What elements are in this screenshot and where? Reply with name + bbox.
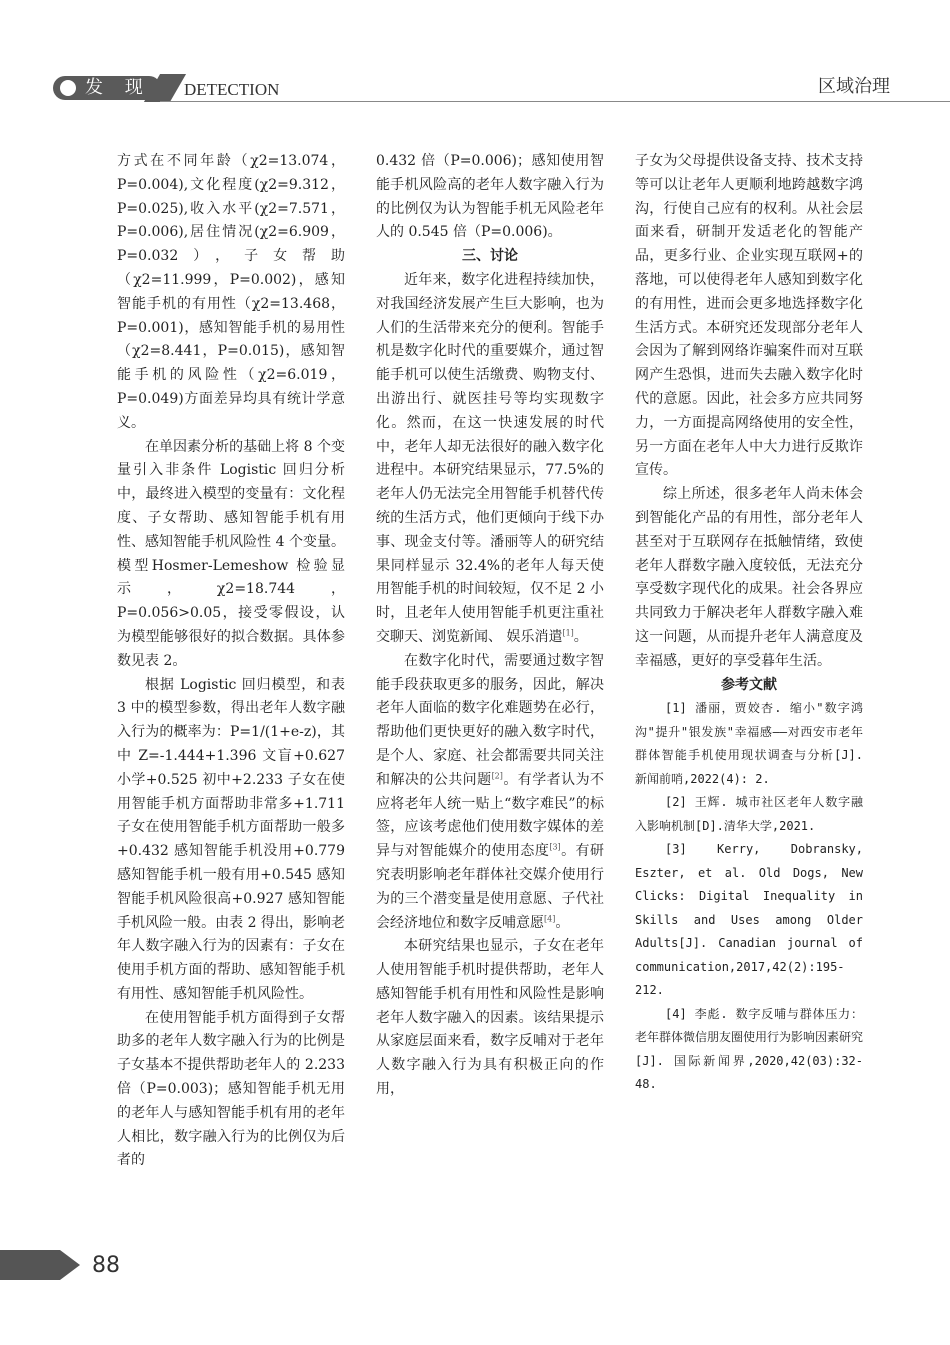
reference-item: [1] 潘丽，贾姣杏. 缩小"数字鸿沟"提升"银发族"幸福感——对西安市老年群体智能手机使用现状调查与分析[J]. 新闻前哨,2022(4): 2.	[635, 701, 863, 786]
paragraph: 在使用智能手机方面得到子女帮助多的老年人数字融入行为的比例是子女基本不提供帮助老年人的 2.233 倍（P=0.003)；感知智能手机无用的老年人与感知智能手机有用的老年人相比，数字融入行为的比例仅为后者的	[117, 1009, 345, 1169]
paragraph-text: 在数字化时代，需要通过数字智能手段获取更多的服务，因此，解决老年人面临的数字化难题势在必行，帮助他们更快更好的融入数字时代，是个人、家庭、社会都需要共同关注和解决的公共问题	[376, 652, 604, 788]
section-label: 发 现	[85, 77, 151, 98]
citation-ref[interactable]: [2]	[491, 771, 503, 781]
citation-ref[interactable]: [4]	[544, 913, 556, 923]
circle-icon	[60, 80, 76, 96]
page-number-arrow	[0, 1250, 80, 1280]
page-header	[0, 72, 950, 104]
citation-ref[interactable]: [3]	[549, 842, 561, 852]
references-heading: 参考文献	[721, 676, 777, 693]
page-number: 88	[92, 1253, 120, 1278]
paragraph-text: 。有研究表明影响老年群体社交媒介使用行为的三个潜变量是使用意愿、子代社会经济地位和数字反哺意愿	[376, 843, 605, 931]
paragraph-text: 。	[555, 914, 570, 931]
header-rule	[160, 101, 950, 102]
paragraph: 综上所述，很多老年人尚未体会到智能化产品的有用性，部分老年人甚至对于互联网存在抵触情绪，致使老年人群数字融入度较低，无法充分享受数字现代化的成果。社会各界应共同致力于解决老年人群数字融入难这一问题，从而提升老年人满意度及幸福感，更好的享受暮年生活。	[635, 486, 863, 669]
text-column-3	[635, 150, 863, 1097]
reference-item: [4] 李彪. 数字反哺与群体压力：老年群体微信朋友圈使用行为影响因素研究[J]. 国际新闻界,2020,42(03):32-48.	[635, 1006, 864, 1092]
paragraph	[376, 650, 604, 936]
text-column-1	[117, 150, 345, 1173]
paragraph-text: 近年来，数字化进程持续加快，对我国经济发展产生巨大影响，也为人们的生活带来充分的便利。智能手机是数字化时代的重要媒介，通过智能手机可以使生活缴费、购物支付、出游出行、就医挂号等均实现数字化。然而，在这一快速发展的时代中，老年人却无法很好的融入数字化进程中。本研究结果显示，77.5%的老年人仍无法完全用智能手机替代传统的生活方式，他们更倾向于线下办事、现金支付等。潘丽等人的研究结果同样显示 32.4%的老年人每天使用智能手机的时间较短，仅不足 2 小时，且老年人使用智能手机更注重社交聊天、浏览新闻、 娱乐消遣	[376, 271, 604, 645]
section-label-en: DETECTION	[184, 80, 280, 99]
text-column-2	[376, 150, 604, 1102]
paragraph: 本研究结果也显示，子女在老年人使用智能手机时提供帮助，老年人感知智能手机有用性和风险性是影响老年人数字融入的因素。该结果提示从家庭层面来看，数字反哺对于老年人数字融入行为具有积极正向的作用，	[376, 938, 604, 1098]
paragraph: 子女为父母提供设备支持、技术支持等可以让老年人更顺利地跨越数字鸿沟，行使自己应有的权利。从社会层面来看，研制开发适老化的智能产品，更多行业、企业实现互联网+的落地，可以使得老年人感知到数字化的有用性，进而会更多地选择数字化生活方式。本研究还发现部分老年人会因为了解到网络诈骗案件而对互联网产生恐惧，进而失去融入数字化时代的意愿。因此，社会多方应共同努力，一方面提高网络使用的安全性，另一方面在老年人中大力进行反欺诈宣传。	[635, 153, 863, 479]
citation-ref[interactable]: [1]	[562, 628, 574, 638]
paragraph: 在单因素分析的基础上将 8 个变量引入非条件 Logistic 回归分析中，最终进入模型的变量有：文化程度、子女帮助、感知智能手机有用性、感知智能手机风险性 4 个变量。模型Hosmer-Lemeshow 检验显示，χ2=18.744，P=0.056>0.05，接受零假设，认为模型能够很好的拟合数据。具体参数见表 2。	[117, 438, 345, 669]
reference-item: [2] 王辉. 城市社区老年人数字融入影响机制[D].清华大学,2021.	[635, 795, 863, 833]
paragraph-text: 。	[573, 628, 588, 645]
reference-item: [3] Kerry, Dobransky, Eszter, et al. Old Dogs, New Clicks: Digital Inequality in Skills and Uses among Older Adults[J]. Canadian journal of communication,2017,42(2):195-212.	[635, 842, 863, 998]
paragraph: 方式在不同年龄（χ2=13.074，P=0.004),文化程度(χ2=9.312，P=0.025),收入水平(χ2=7.571，P=0.006),居住情况(χ2=6.909，P=0.032），子女帮助（χ2=11.999，P=0.002)，感知智能手机的有用性（χ2=13.468，P=0.001)，感知智能手机的易用性（χ2=8.441，P=0.015)，感知智能手机的风险性（χ2=6.019，P=0.049)方面差异均具有统计学意义。	[117, 153, 345, 431]
paragraph: 0.432 倍（P=0.006)；感知使用智能手机风险高的老年人数字融入行为的比例仅为认为智能手机无风险老年人的 0.545 倍（P=0.006)。	[376, 153, 604, 241]
paragraph	[376, 269, 604, 650]
category-label: 区域治理	[818, 76, 890, 97]
section-heading: 三、讨论	[462, 248, 518, 265]
paragraph: 根据 Logistic 回归模型，和表 3 中的模型参数，得出老年人数字融入行为的概率为：P=1/(1+e-z)，其中 Z=-1.444+1.396 文盲+0.627 小学+0.525 初中+2.233 子女在使用智能手机方面帮助非常多+1.711 子女在使用智能手机方面帮助一般多+0.432 感知智能手机没用+0.779 感知智能手机一般有用+0.545 感知智能手机风险很高+0.927 感知智能手机风险一般。由表 2 得出，影响老年人数字融入行为的因素有：子女在使用手机方面的帮助、感知智能手机有用性、感知智能手机风险性。	[117, 676, 345, 1002]
paragraph-text: 。有学者认为不应将老年人统一贴上“数字难民”的标签，应该考虑他们使用数字媒体的差异与对智能媒介的使用态度	[376, 771, 605, 860]
